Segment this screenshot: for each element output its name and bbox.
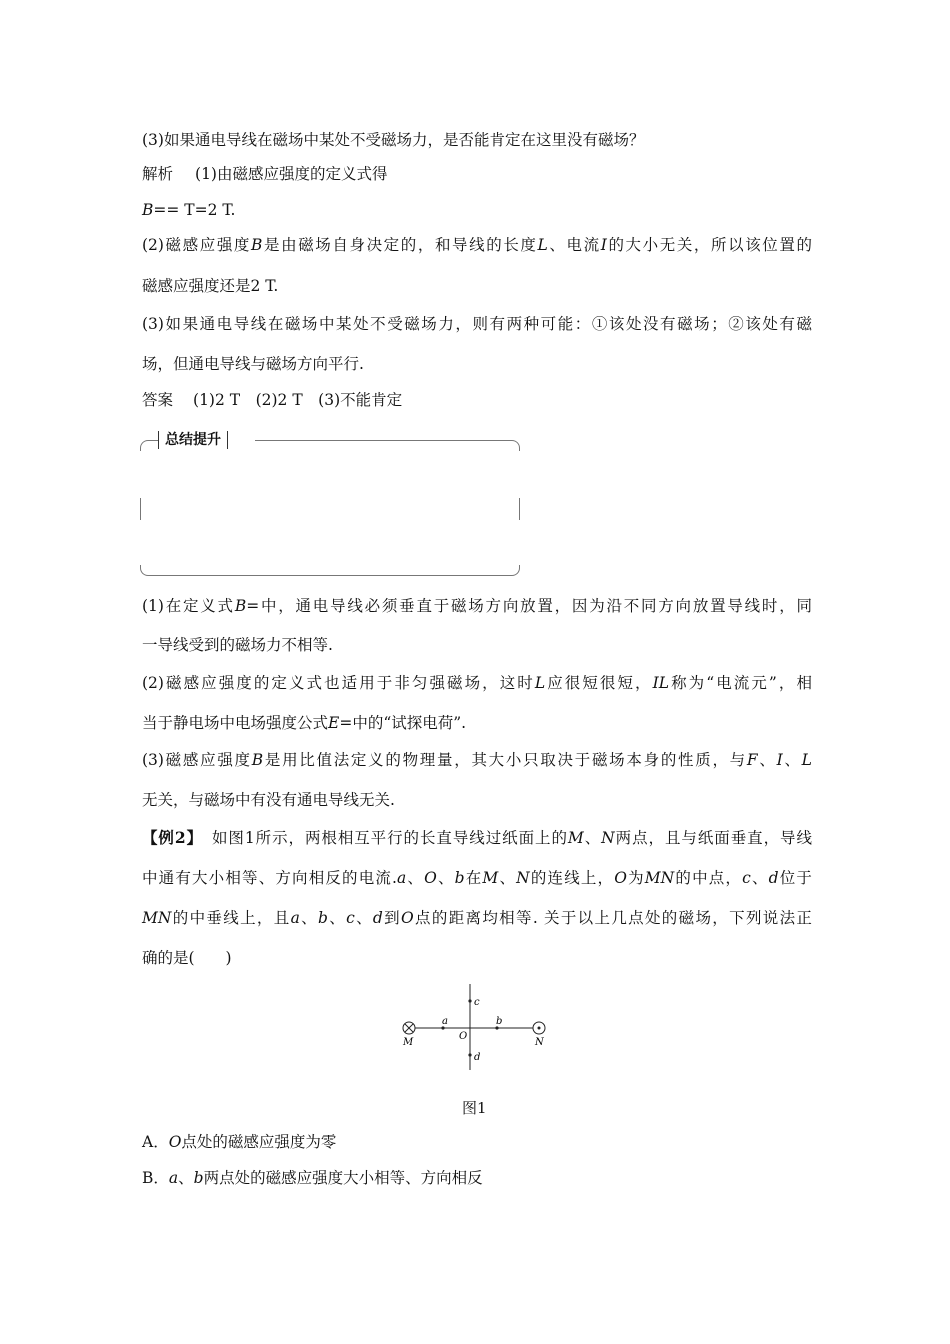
- label-c: c: [474, 997, 480, 1008]
- wire-m-into-page-icon: [403, 1022, 415, 1034]
- wire-n-out-of-page-icon: [533, 1022, 545, 1034]
- label-d: d: [474, 1052, 481, 1063]
- question-3: (3)如果通电导线在磁场中某处不受磁场力，是否能肯定在这里没有磁场？: [142, 131, 645, 149]
- analysis-label: 解析: [142, 165, 174, 183]
- example-line-1: 【例2】 如图1所示，两根相互平行的长直导线过纸面上的M、N两点，且与纸面垂直，导线: [142, 828, 812, 847]
- summary-box: [140, 432, 520, 576]
- example-line-3: MN的中垂线上，且a、b、c、d到O点的距离均相等. 关于以上几点处的磁场，下列说法正: [142, 909, 812, 927]
- summary-title: 总结提升: [158, 431, 228, 449]
- analysis-line-1: 解析 (1)由磁感应强度的定义式得: [142, 165, 388, 183]
- summary-point-1: (1)在定义式B=中，通电导线必须垂直于磁场方向放置，因为沿不同方向放置导线时，同: [142, 597, 812, 615]
- summary-point-3: (3)磁感应强度B是用比值法定义的物理量，其大小只取决于磁场本身的性质，与F、I、L: [142, 751, 812, 769]
- example-line-4: 确的是( ): [142, 949, 232, 967]
- label-o: O: [459, 1031, 468, 1042]
- example-line-2: 中通有大小相等、方向相反的电流.a、O、b在M、N的连线上，O为MN的中点，c、d位于: [142, 869, 812, 887]
- option-b: B．a、b两点处的磁感应强度大小相等、方向相反: [142, 1169, 483, 1187]
- point-d: [468, 1053, 471, 1056]
- label-m: M: [403, 1037, 414, 1048]
- answer-line: 答案 (1)2 T (2)2 T (3)不能肯定: [142, 391, 403, 409]
- summary-point-2: (2)磁感应强度的定义式也适用于非匀强磁场，这时L应很短很短，IL称为“电流元”，相: [142, 674, 812, 692]
- answer-label: 答案: [142, 391, 174, 409]
- analysis-part-2-cont: 磁感应强度还是2 T.: [142, 277, 279, 295]
- label-b: b: [496, 1016, 503, 1027]
- option-a: A．O点处的磁感应强度为零: [142, 1133, 337, 1151]
- analysis-part-2: (2)磁感应强度B是由磁场自身决定的，和导线的长度L、电流I的大小无关，所以该位置的: [142, 236, 812, 254]
- analysis-part-3: (3)如果通电导线在磁场中某处不受磁场力，则有两种可能：①该处没有磁场；②该处有磁: [142, 315, 812, 333]
- figure-1-diagram: [395, 984, 555, 1070]
- summary-point-1-cont: 一导线受到的磁场力不相等.: [142, 636, 333, 654]
- analysis-part-3-cont: 场，但通电导线与磁场方向平行.: [142, 355, 364, 373]
- point-c: [468, 999, 471, 1002]
- figure-caption: 图1: [462, 1099, 487, 1117]
- label-n: N: [535, 1037, 544, 1048]
- formula-line: B== T=2 T.: [142, 201, 236, 219]
- example-label: 【例2】: [142, 828, 204, 847]
- summary-point-3-cont: 无关，与磁场中有没有通电导线无关.: [142, 791, 395, 809]
- summary-point-2-cont: 当于静电场中电场强度公式E=中的“试探电荷”.: [142, 714, 467, 732]
- label-a: a: [442, 1016, 448, 1027]
